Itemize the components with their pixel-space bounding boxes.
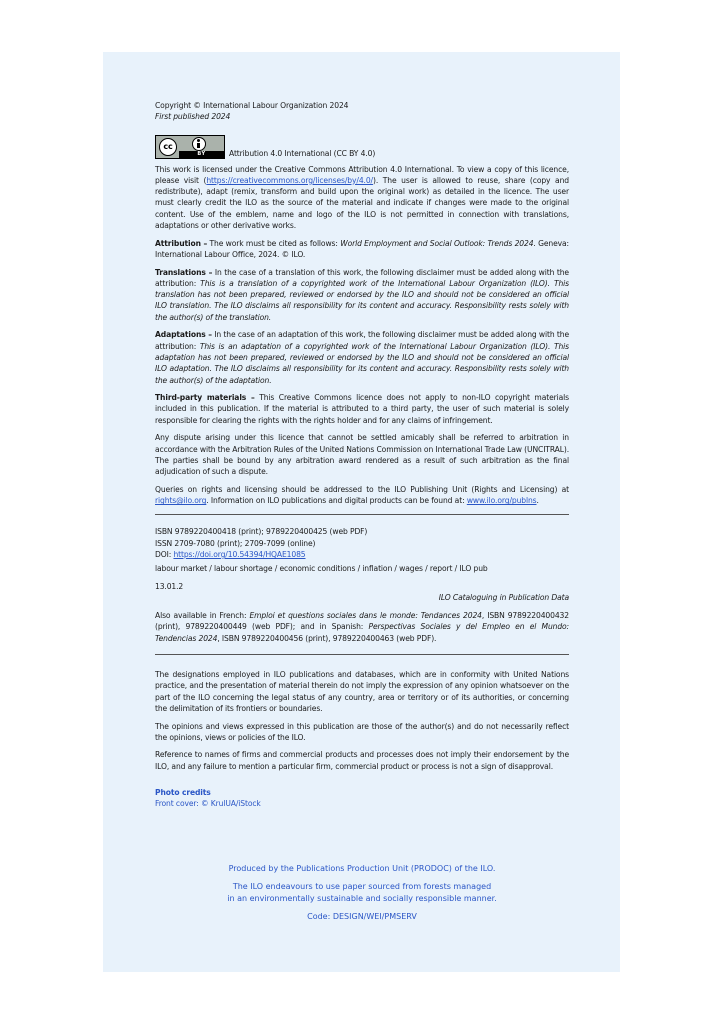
reference-paragraph: Reference to names of firms and commercial products and processes does not imply their endorsement by the ILO, and any failure to mention a particular firm, commercial product or process is not a sign of disapproval. [155,750,569,771]
translations-paragraph: Translations – In the case of a translation of this work, the following disclaimer must be added along with the attribution: This is a translation of a copyrighted work of the International Labour Organization (ILO). This translation has not been prepared, reviewed or endorsed by the ILO and should not be considered an official ILO translation. The ILO disclaims all responsibility for its content and accuracy. Responsibility rests solely with the author(s) of the translation. [155,267,569,322]
photo-credits-text: Front cover: © KrulUA/iStock [155,799,261,809]
doi-link[interactable]: https://doi.org/10.54394/HQAE1085 [173,549,306,559]
paper-line-2: in an environmentally sustainable and socially responsible manner. [227,894,497,903]
isbn-line: ISBN 9789220400418 (print); 9789220400425 (web PDF) [155,527,368,537]
cc-by-badge-icon [155,135,225,159]
cc-logo-icon: cc [159,138,177,156]
copyright-content [155,100,569,810]
catalog-code: 13.01.2 [155,581,184,591]
licence-row [155,133,569,159]
keywords: labour market / labour shortage / economic conditions / inflation / wages / report / ILO pub [155,564,488,574]
issn-line: ISSN 2709-7080 (print); 2709-7099 (online) [155,538,316,548]
spanish-title: Perspectivas Sociales y del Empleo en el Mundo: Tendencias 2024 [155,622,569,643]
adaptation-disclaimer: This is an adaptation of a copyrighted work of the International Labour Organization (ILO). This adaptation has not been prepared, reviewed or endorsed by the ILO and should not be considered an official ILO adaptation. The ILO disclaims all responsibility for its content and accuracy. Responsibility rests solely with the author(s) of the adaptation. [155,341,569,385]
doi-line: DOI: https://doi.org/10.54394/HQAE1085 [155,549,306,559]
also-available-paragraph: Also available in French: Emploi et questions sociales dans le monde: Tendances 2024, ISBN 9789220400432 (print), 9789220400449 (web PDF); and in Spanish: Perspectivas Sociales y del Empleo en el Mundo: Tendencias 2024, ISBN 9789220400456 (print), 9789220400463 (web PDF). [155,611,569,643]
translation-disclaimer: This is a translation of a copyrighted work of the International Labour Organization (ILO). This translation has not been prepared, reviewed or endorsed by the ILO and should not be considered an official ILO translation. The ILO disclaims all responsibility for its content and accuracy. Responsibility rests solely with the author(s) of the translation. [155,278,569,322]
adaptations-paragraph: Adaptations – In the case of an adaptation of this work, the following disclaimer must be added along with the attribution: This is an adaptation of a copyrighted work of the International Labour Organization (ILO). This adaptation has not been prepared, reviewed or endorsed by the ILO and should not be considered an official ILO adaptation. The ILO disclaims all responsibility for its content and accuracy. Responsibility rests solely with the author(s) of the adaptation. [155,330,569,385]
design-code: Code: DESIGN/WEI/PMSERV [307,912,417,921]
third-party-paragraph: Third-party materials – This Creative Commons licence does not apply to non-ILO copyright materials included in this publication. If the material is attributed to a third party, the user of such material is solely responsible for clearing the rights with the rights holder and for any claims of infringement. [155,393,569,425]
designations-paragraph: The designations employed in ILO publications and databases, which are in conformity with United Nations practice, and the presentation of material therein do not imply the expression of any opinion whatsoever on the part of the ILO concerning the legal status of any country, area or territory or of its authorities, or concerning the delimitation of its frontiers or boundaries. [155,670,569,713]
report-title: World Employment and Social Outlook: Trends 2024 [340,238,534,248]
licence-link[interactable]: https://creativecommons.org/licenses/by/4.0/ [206,175,373,185]
paper-line-1: The ILO endeavours to use paper sourced from forests managed [232,882,492,891]
queries-paragraph: Queries on rights and licensing should be addressed to the ILO Publishing Unit (Rights and Licensing) at rights@ilo.org. Information on ILO publications and digital products can be found at: www.ilo.org/publns. [155,484,569,506]
rights-email-link[interactable]: rights@ilo.org [155,496,207,506]
by-label: BY [179,151,224,158]
catalog-label: ILO Cataloguing in Publication Data [438,592,569,602]
copyright-line: Copyright © International Labour Organization 2024 [155,101,349,110]
first-published: First published 2024 [155,112,231,122]
divider [155,654,569,655]
adaptations-label: Adaptations – [155,330,212,340]
licence-paragraph: This work is licensed under the Creative Commons Attribution 4.0 International. To view a copy of this licence, please visit (https://creativecommons.org/licenses/by/4.0/). The user is allowed to reuse, share (copy and redistribute), adapt (remix, transform and build upon the original work) as detailed in the licence. The user must clearly credit the ILO as the source of the material and indicate if changes were made to the original content. Use of the emblem, name and logo of the ILO is not permitted in connection with translations, adaptations or other derivative works. [155,164,569,231]
produced-by-line: Produced by the Publications Production Unit (PRODOC) of the ILO. [228,864,496,873]
photo-credits-title: Photo credits [155,788,211,798]
dispute-paragraph: Any dispute arising under this licence that cannot be settled amicably shall be referred to arbitration in accordance with the Arbitration Rules of the United Nations Commission on International Trade Law (UNCITRAL). The parties shall be bound by any arbitration award rendered as a result of such arbitration as the final adjudication of such a dispute. [155,433,569,477]
attribution-person-icon [192,137,206,151]
translations-label: Translations – [155,267,213,277]
opinions-paragraph: The opinions and views expressed in this publication are those of the author(s) and do not necessarily reflect the opinions, views or policies of the ILO. [155,721,569,742]
third-party-label: Third-party materials – [155,393,255,403]
isbn-block [155,526,569,560]
attribution-paragraph: Attribution – The work must be cited as follows: World Employment and Social Outlook: Trends 2024. Geneva: International Labour Office, 2024. © ILO. [155,238,569,259]
document-page [103,52,620,972]
divider [155,514,569,515]
french-title: Emploi et questions sociales dans le monde: Tendances 2024 [249,611,482,621]
licence-label: Attribution 4.0 International (CC BY 4.0) [229,148,376,158]
attribution-label: Attribution – [155,238,208,248]
publications-link[interactable]: www.ilo.org/publns [466,496,537,506]
